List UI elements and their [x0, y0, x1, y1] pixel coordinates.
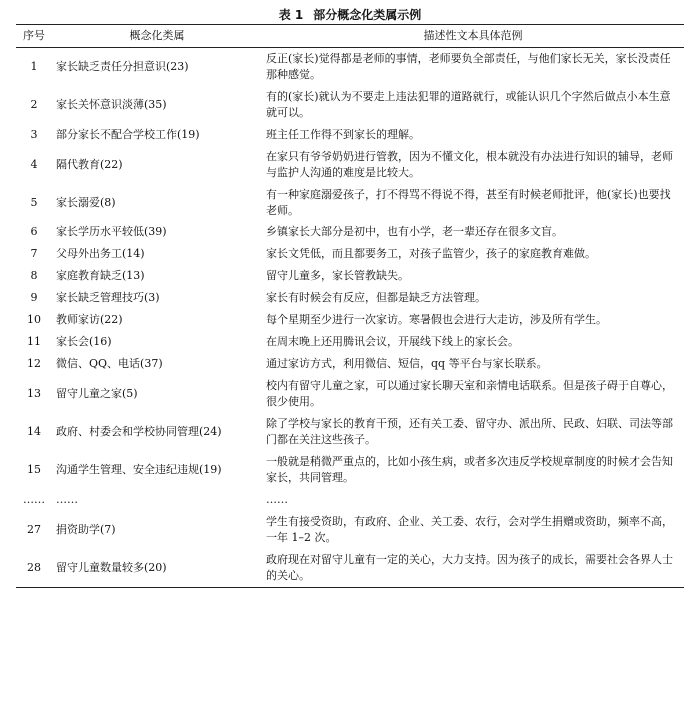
- row-description: 政府现在对留守儿童有一定的关心，大力支持。因为孩子的成长，需要社会各界人士的关心。: [266, 552, 673, 582]
- row-category: 家长溺爱(8): [56, 195, 116, 209]
- row-description: 班主任工作得不到家长的理解。: [266, 127, 420, 141]
- row-description: 除了学校与家长的教育干预，还有关工委、留守办、派出所、民政、妇联、司法等部门都在关注这些孩子。: [266, 417, 673, 447]
- row-description: 反正(家长)觉得都是老师的事情，老师要负全部责任，与他们家长无关，家长没责任那种感觉。: [266, 51, 671, 81]
- row-number: 10: [27, 313, 41, 327]
- row-number: 1: [30, 59, 38, 73]
- table-row: [16, 86, 684, 124]
- row-number: 6: [30, 225, 38, 239]
- row-number: 5: [30, 195, 38, 209]
- header-category: 概念化类属: [129, 29, 185, 42]
- row-description: 有的(家长)就认为不要走上违法犯罪的道路就行，或能认识几个字然后做点小本生意就可以。: [266, 89, 671, 119]
- table-row: [16, 489, 684, 511]
- row-number: 28: [27, 560, 41, 574]
- table-row: [16, 309, 684, 331]
- row-description: 乡镇家长大部分是初中，也有小学，老一辈还存在很多文盲。: [266, 225, 563, 239]
- row-description: 有一种家庭溺爱孩子，打不得骂不得说不得，甚至有时候老师批评，他(家长)也要找老师。: [266, 187, 671, 217]
- table-title: 部分概念化类属示例: [313, 8, 422, 22]
- row-description: 在家只有爷爷奶奶进行管教，因为不懂文化，根本就没有办法进行知识的辅导，老师与监护人沟通的难度是比较大。: [266, 149, 673, 179]
- table-number: 表 1: [278, 8, 304, 22]
- row-description: 学生有接受资助，有政府、企业、关工委、农行，会对学生捐赠或资助，频率不高，一年 1–2 次。: [266, 515, 673, 544]
- row-category: ……: [56, 493, 78, 507]
- table-row: [16, 221, 684, 243]
- row-number: 15: [27, 463, 41, 477]
- table-row: [16, 413, 684, 451]
- table-row: [16, 184, 684, 222]
- header-description: 描述性文本具体范例: [423, 29, 523, 42]
- row-category: 留守儿童数量较多(20): [56, 560, 167, 574]
- row-category: 教师家访(22): [56, 313, 123, 327]
- row-category: 家长缺乏管理技巧(3): [56, 291, 160, 305]
- table-row: [16, 287, 684, 309]
- row-description: 留守儿童多，家长管教缺失。: [266, 269, 409, 283]
- row-category: 政府、村委会和学校协同管理(24): [56, 425, 222, 439]
- row-description: 每个星期至少进行一次家访。寒暑假也会进行大走访，涉及所有学生。: [266, 313, 607, 327]
- row-description: 一般就是稍微严重点的，比如小孩生病，或者多次违反学校规章制度的时候才会告知家长，共同管理。: [266, 455, 673, 485]
- row-description: 校内有留守儿童之家，可以通过家长聊天室和亲情电话联系。但是孩子碍于自尊心，很少使用。: [266, 379, 673, 409]
- row-number: 11: [27, 335, 41, 349]
- table-row: [16, 375, 684, 413]
- row-number: ……: [23, 493, 45, 507]
- concept-category-table: [16, 24, 684, 588]
- header-no: 序号: [23, 29, 45, 42]
- row-number: 27: [27, 523, 41, 537]
- table-row: [16, 47, 684, 85]
- row-number: 3: [30, 127, 38, 141]
- table-row: [16, 243, 684, 265]
- row-category: 家长学历水平较低(39): [56, 225, 167, 239]
- row-category: 隔代教育(22): [56, 157, 123, 171]
- row-category: 沟通学生管理、安全违纪违规(19): [56, 463, 222, 477]
- row-number: 7: [30, 247, 38, 261]
- row-category: 捐资助学(7): [56, 523, 116, 537]
- table-row: [16, 511, 684, 549]
- row-category: 留守儿童之家(5): [56, 387, 138, 401]
- row-category: 微信、QQ、电话(37): [56, 357, 163, 371]
- table-row: [16, 353, 684, 375]
- row-category: 父母外出务工(14): [56, 247, 145, 261]
- table-row: [16, 124, 684, 146]
- row-number: 2: [30, 97, 38, 111]
- row-description: 在周末晚上还用腾讯会议，开展线下线上的家长会。: [266, 335, 519, 349]
- table-row: [16, 265, 684, 287]
- row-description: ……: [266, 493, 288, 507]
- row-category: 部分家长不配合学校工作(19): [56, 127, 200, 141]
- row-number: 14: [27, 425, 41, 439]
- row-description: 家长有时候会有反应，但都是缺乏方法管理。: [266, 291, 486, 305]
- row-category: 家庭教育缺乏(13): [56, 269, 145, 283]
- row-number: 4: [30, 157, 38, 171]
- table-caption: [0, 6, 700, 23]
- table-header-row: [16, 25, 684, 48]
- table-row: [16, 146, 684, 184]
- row-number: 13: [27, 387, 41, 401]
- table-row: [16, 451, 684, 489]
- row-category: 家长缺乏责任分担意识(23): [56, 59, 189, 73]
- row-description: 通过家访方式，利用微信、短信，qq 等平台与家长联系。: [266, 357, 548, 371]
- row-number: 9: [30, 291, 38, 305]
- row-description: 家长文凭低，而且都要务工，对孩子监管少，孩子的家庭教育难做。: [266, 247, 596, 261]
- row-number: 8: [30, 269, 38, 283]
- row-category: 家长关怀意识淡薄(35): [56, 97, 167, 111]
- row-number: 12: [27, 357, 41, 371]
- table-row: [16, 549, 684, 587]
- row-category: 家长会(16): [56, 335, 112, 349]
- table-row: [16, 331, 684, 353]
